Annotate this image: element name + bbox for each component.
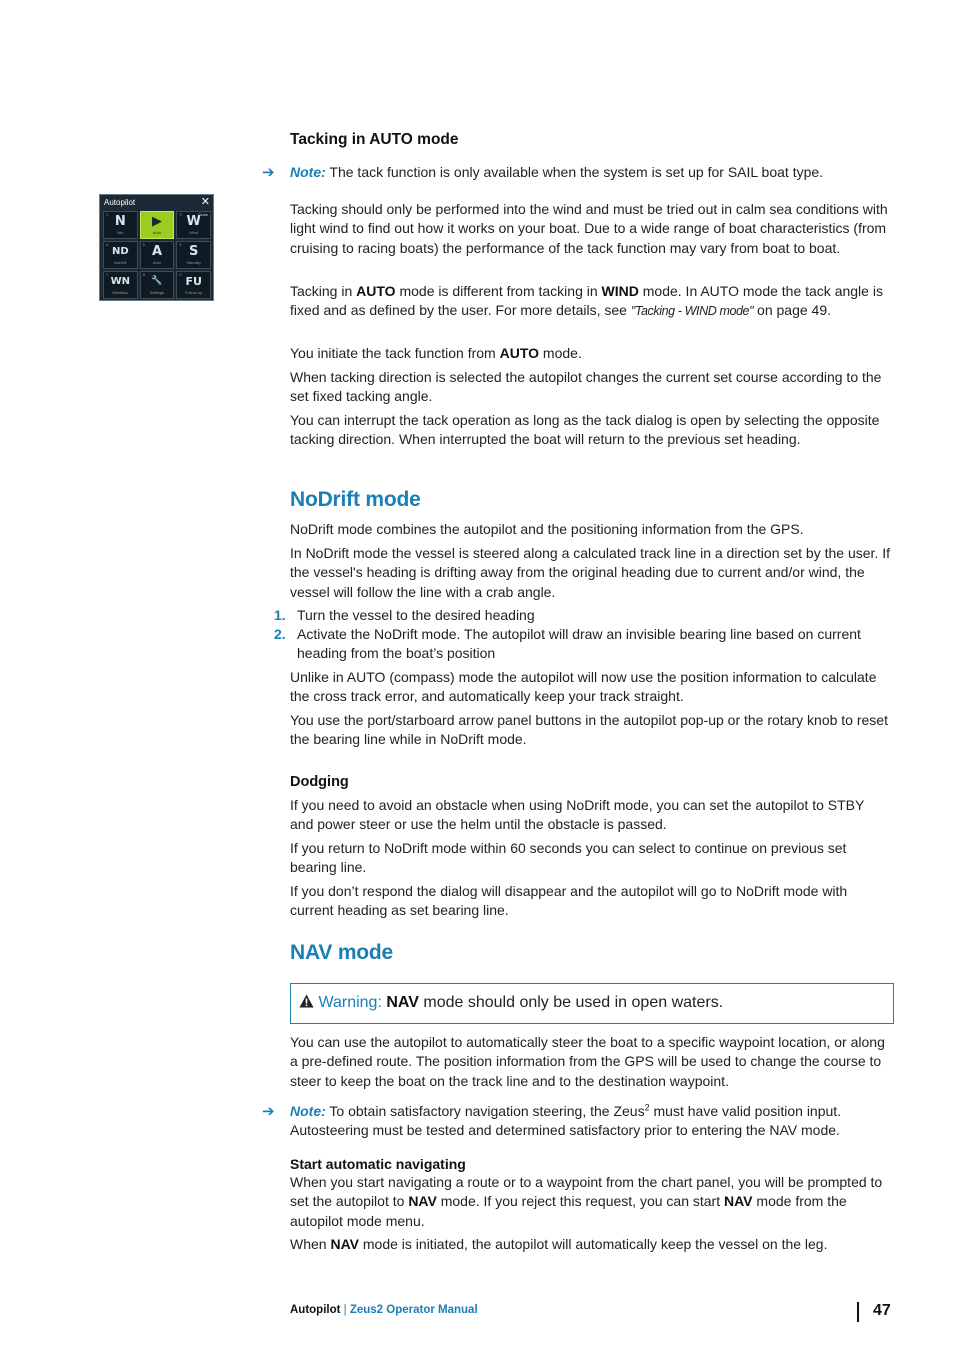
bold-term: NAV [408, 1193, 437, 1210]
paragraph: You can use the autopilot to automatically steer the boat to a specific waypoint location, or along a pre-defined route. The position information from the GPS will be used to change the course to steer to keep the boat on the track line and to the destination waypoint. [290, 1034, 885, 1089]
cell-letter: W [186, 214, 201, 229]
cell-letter: FU [185, 275, 202, 288]
mode-cell [176, 241, 211, 269]
cell-letter: N [114, 214, 126, 229]
mode-cell [103, 241, 138, 269]
footer-manual-title: Zeus2 Operator Manual [349, 1304, 478, 1316]
bold-term: NAV [330, 1236, 359, 1252]
paragraph: If you need to avoid an obstacle when using NoDrift mode, you can set the autopilot to STBY and power steer or use the helm until the obstacle is passed. [290, 797, 865, 833]
paragraph: Unlike in AUTO (compass) mode the autopilot will now use the position information to calculate the cross track error, and automatically keep your track straight. [290, 669, 877, 705]
paragraph [290, 282, 890, 322]
cell-sub: Nfu [117, 230, 124, 235]
cell-index: 6 [179, 242, 182, 247]
page-number: 47 [873, 1302, 891, 1319]
note-nav [290, 1102, 890, 1141]
paragraph [290, 344, 890, 363]
text: When you start navigating a route or to a waypoint from the chart panel, you will be prompted to set the autopilot to [290, 1174, 883, 1210]
text: mode. In AUTO mode the tack angle is fixed and as defined by the user. For more details, see [290, 283, 883, 319]
cell-index: 9 [179, 272, 182, 277]
note-arrow-icon: ➔ [262, 164, 275, 181]
mode-cell [176, 211, 211, 239]
paragraph: When tacking direction is selected the autopilot changes the current set course according to the set fixed tacking angle. [290, 369, 882, 405]
text: mode is different from tacking in [395, 283, 602, 299]
footer-divider [857, 1302, 859, 1322]
cross-reference-link[interactable]: "Tacking - WIND mode" [630, 304, 754, 319]
step-number: 2. [274, 626, 286, 642]
warning-line [299, 993, 723, 1013]
bold-term: NAV [723, 1193, 753, 1210]
cell-letter: ND [111, 246, 129, 257]
note-text: The tack function is only available when the system is set up for SAIL boat type. [325, 164, 824, 180]
step-text: Turn the vessel to the desired heading [297, 607, 535, 623]
cell-sub: Auto [152, 260, 162, 265]
section-heading-nodrift: NoDrift mode [290, 488, 421, 511]
mode-cell [140, 241, 175, 269]
mode-cell [176, 271, 211, 299]
text: mode is initiated, the autopilot will automatically keep the vessel on the leg. [359, 1236, 828, 1252]
paragraph [290, 1173, 890, 1231]
mode-cell [140, 271, 175, 299]
paragraph: In NoDrift mode the vessel is steered along a calculated track line in a direction set by the user. If the vessel's heading is drifting away from the original heading due to current and/or wind, the vessel will follow the line with a crab angle. [290, 545, 890, 600]
superscript: 2 [644, 1102, 650, 1113]
sub-heading-dodging: Dodging [290, 774, 349, 790]
note-label: Note: [290, 164, 326, 180]
autopilot-mode-grid [103, 211, 211, 299]
footer-separator: | [340, 1304, 350, 1316]
paragraph: NoDrift mode combines the autopilot and the positioning information from the GPS. [290, 521, 804, 537]
cell-sub: Settings [149, 290, 165, 295]
text: You initiate the tack function from [290, 345, 500, 361]
text: When [290, 1236, 331, 1252]
warning-text: mode should only be used in open waters. [418, 994, 724, 1011]
step-number: 1. [274, 607, 286, 623]
autopilot-popup-image [99, 194, 214, 301]
bold-term: AUTO [499, 345, 540, 361]
footer-chapter-name: Autopilot [290, 1304, 341, 1316]
paragraph: If you return to NoDrift mode within 60 seconds you can select to continue on previous set bearing line. [290, 840, 847, 876]
text: on page 49. [753, 302, 832, 319]
cell-index: 5 [142, 242, 145, 247]
paragraph [290, 1235, 890, 1254]
bold-term: AUTO [356, 283, 396, 299]
cell-index: 8 [142, 272, 145, 277]
cell-sub: NoDrift [114, 260, 127, 265]
cell-index: 3 [179, 212, 182, 217]
step-text: Activate the NoDrift mode. The autopilot will draw an invisible bearing line based on current heading from the boat’s position [297, 626, 861, 662]
cell-index: 2 [142, 212, 145, 217]
cell-letter: WN [110, 276, 131, 287]
cell-tag: Close [197, 212, 208, 217]
cell-sub: Auto [152, 230, 162, 235]
autopilot-title: Autopilot [104, 198, 136, 207]
paragraph: If you don’t respond the dialog will disappear and the autopilot will go to NoDrift mode with current heading as set bearing line. [290, 883, 848, 919]
cell-sub: Wind [189, 230, 199, 235]
sub-heading-start-nav: Start automatic navigating [290, 1156, 466, 1172]
cell-index: 1 [106, 212, 109, 217]
note-text: To obtain satisfactory navigation steering, the Zeus [325, 1103, 645, 1119]
play-icon: ▶ [151, 214, 162, 229]
paragraph: Tacking should only be performed into the wind and must be tried out in calm sea conditions with light wind to find out how it works on your boat. Due to a wide range of boat characteristics (from cruising to racing boats) the performance of the tack function may vary from boat to boat. [290, 201, 888, 256]
warning-icon [299, 994, 314, 1008]
note-arrow-icon: ➔ [262, 1103, 275, 1120]
wrench-icon: 🔧 [151, 276, 163, 286]
cell-letter: S [188, 244, 199, 259]
warning-label: Warning: [318, 994, 382, 1011]
cell-letter: A [151, 244, 163, 259]
cell-index: 4 [106, 242, 109, 247]
text: mode from the autopilot mode menu. [290, 1193, 847, 1229]
mode-cell [103, 271, 138, 299]
note-tack-sail [290, 163, 890, 182]
paragraph: You can interrupt the tack operation as long as the tack dialog is open by selecting the opposite tacking direction. When interrupted the boat will return to the previous set heading. [290, 412, 880, 448]
text: mode. [539, 345, 582, 361]
note-text: must have valid position input. Autosteering must be tested and determined satisfactory prior to entering the NAV mode. [290, 1103, 842, 1139]
bold-term: NAV [386, 994, 419, 1011]
paragraph: You use the port/starboard arrow panel buttons in the autopilot pop-up or the rotary knob to reset the bearing line while in NoDrift mode. [290, 712, 888, 748]
warning-box [290, 983, 894, 1024]
text: Tacking in [290, 283, 357, 299]
cell-sub: Standby [186, 260, 201, 265]
footer-chapter [290, 1301, 478, 1320]
note-label: Note: [290, 1103, 326, 1119]
cell-sub: WindNav [112, 290, 129, 295]
cell-sub: Follow-up [184, 290, 203, 295]
text: mode. If you reject this request, you can start [436, 1193, 724, 1210]
section-heading-tacking: Tacking in AUTO mode [290, 131, 459, 148]
section-heading-nav: NAV mode [290, 941, 394, 964]
cell-index: 7 [106, 272, 109, 277]
close-icon: ✕ [200, 196, 210, 208]
bold-term: WIND [601, 283, 639, 299]
mode-cell [103, 211, 138, 239]
mode-cell-active [140, 211, 175, 239]
